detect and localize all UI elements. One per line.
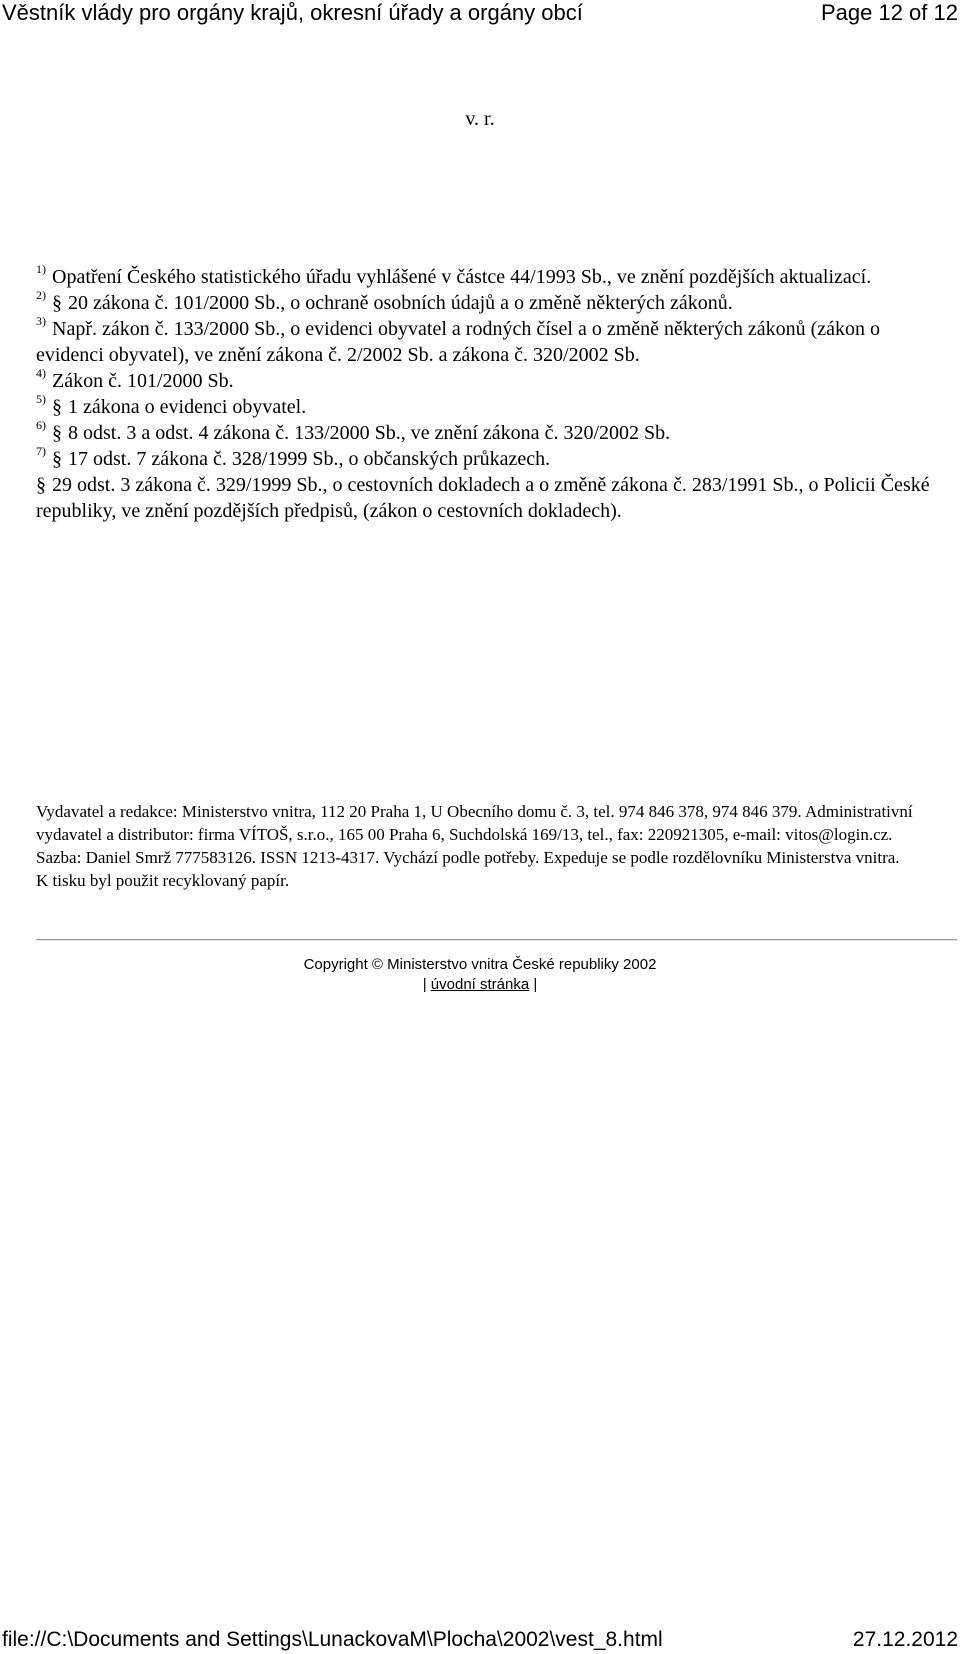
copyright-text: Copyright © Ministerstvo vnitra České republiky 2002 [303, 956, 657, 973]
section-sign: § [52, 396, 62, 418]
section-sign: § [52, 448, 62, 470]
footnote-number: 7) [36, 444, 46, 459]
horizontal-rule [36, 939, 957, 941]
footnote-text: Zákon č. 101/2000 Sb. [52, 370, 234, 392]
print-header [0, 0, 960, 30]
footnote [36, 368, 936, 394]
page-number: Page 12 of 12 [820, 0, 958, 25]
signature-abbreviation: v. r. [465, 108, 495, 130]
footnote-number: 4) [36, 366, 46, 381]
footnote [36, 290, 936, 316]
link-separator: | [533, 976, 538, 993]
footnote [36, 472, 936, 524]
footnote-text: 1 zákona o evidenci obyvatel. [68, 396, 307, 418]
footnote-text: Opatření Českého statistického úřadu vyhlášené v částce 44/1993 Sb., ve znění pozdějších aktualizací. [52, 266, 872, 288]
footnote [36, 264, 936, 290]
copyright-block [0, 955, 960, 995]
publisher-imprint: Vydavatel a redakce: Ministerstvo vnitra, 112 20 Praha 1, U Obecního domu č. 3, tel. 974 846 378, 974 846 379. Administrativní vydavatel a distributor: firma VÍTOŠ, s.r.o., 165 00 Praha 6, Suchdolská 169/13, tel., fax: 220921305, e-mail: vitos@login.cz. Sazba: Daniel Smrž 777583126. ISSN 1213-4317. Vychází podle potřeby. Expeduje se podle rozdělovníku Ministerstva vnitra. K tisku byl použit recyklovaný papír. [36, 802, 913, 890]
section-sign: § [52, 292, 62, 314]
file-path: file://C:\Documents and Settings\LunackovaM\Plocha\2002\vest_8.html [2, 1628, 663, 1651]
footnote-text: 8 odst. 3 a odst. 4 zákona č. 133/2000 Sb., ve znění zákona č. 320/2002 Sb. [68, 422, 671, 444]
footnote [36, 446, 936, 472]
section-sign: § [52, 422, 62, 444]
footnote [36, 394, 936, 420]
home-page-link[interactable]: úvodní stránka [430, 976, 530, 993]
footnote-number: 2) [36, 288, 46, 303]
footnote [36, 420, 936, 446]
home-link-row [0, 975, 960, 995]
footnote-text: 29 odst. 3 zákona č. 329/1999 Sb., o cestovních dokladech a o změně zákona č. 283/1991 Sb., o Policii České republiky, ve znění pozdějších předpisů, (zákon o cestovních dokladech). [36, 474, 930, 522]
footnote-number: 5) [36, 392, 46, 407]
document-title: Věstník vlády pro orgány krajů, okresní úřady a orgány obcí [2, 0, 583, 25]
footnote [36, 316, 936, 368]
link-separator: | [422, 976, 427, 993]
footnote-number: 3) [36, 314, 46, 329]
footnotes-list [36, 264, 936, 524]
footnote-text: 17 odst. 7 zákona č. 328/1999 Sb., o občanských průkazech. [68, 448, 551, 470]
print-date: 27.12.2012 [852, 1628, 958, 1651]
footnote-text: Např. zákon č. 133/2000 Sb., o evidenci obyvatel a rodných čísel a o změně některých zákonů (zákon o evidenci obyvatel), ve znění zákona č. 2/2002 Sb. a zákona č. 320/2002 Sb. [36, 318, 881, 366]
print-footer [0, 1620, 960, 1654]
section-sign: § [36, 474, 46, 496]
footnote-number: 6) [36, 418, 46, 433]
footnote-text: 20 zákona č. 101/2000 Sb., o ochraně osobních údajů a o změně některých zákonů. [68, 292, 733, 314]
footnote-number: 1) [36, 262, 46, 277]
